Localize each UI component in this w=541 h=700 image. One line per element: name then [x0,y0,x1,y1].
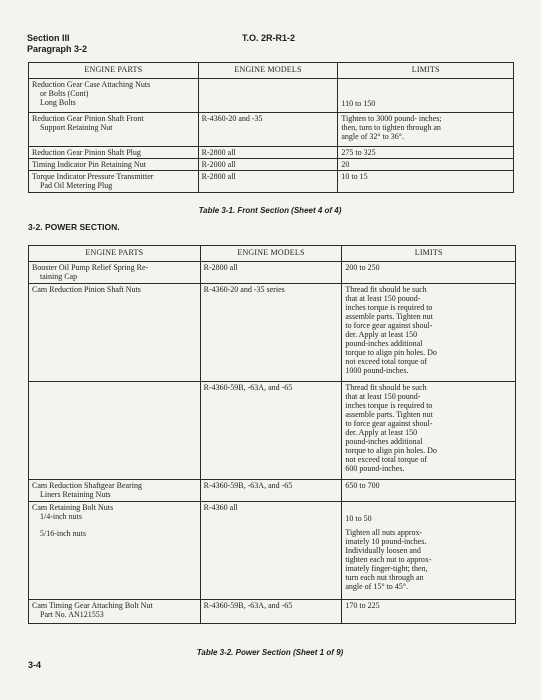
table-row [29,113,514,147]
part-text: Part No. AN121553 [40,610,104,619]
limits-cell: 170 to 225 [342,600,516,624]
part-cell: Reduction Gear Pinion Shaft Plug [29,147,199,159]
table-row [29,171,514,193]
front-section-table [28,62,514,193]
part-cell: Timing Indicator Pin Retaining Nut [29,159,199,171]
to-number: T.O. 2R-R1-2 [242,33,296,43]
limits-cell: Tighten to 3000 pound- inches; then, turn to tighten through an angle of 32° to 36°. [338,113,514,147]
limits-text: Tighten all nuts approx- imately 10 pound-inches. Individually loosen and tighten each nut to approx- imately finger-tight; then, turn each nut through an angle of 15° to 45°. [345,528,432,591]
part-text: 5/16-inch nuts [40,529,86,538]
limits-cell: 200 to 250 [342,262,516,284]
model-cell: R-2000 all [198,159,338,171]
part-text: Long Bolts [40,98,76,107]
paragraph-label: Paragraph 3-2 [27,44,88,54]
limits-cell: 20 [338,159,514,171]
table-row [29,600,516,624]
table-header-row [29,63,514,79]
model-cell: R-4360-20 and -35 [198,113,338,147]
table-header-row [29,246,516,262]
part-text: Cam Reduction Shaftgear Bearing [32,481,142,490]
model-cell: R-4360-59B, -63A, and -65 [200,382,342,480]
limits-cell: Thread fit should be such that at least 150 pound- inches torque is required to assemble parts. Tighten nut to force gear against shoul- der. Apply at least 150 pound-inches additional torque to align pin holes. Do not exceed total torque of 1000 pound-inches. [342,284,516,382]
page-number: 3-4 [28,660,42,670]
part-text: Reduction Gear Pinion Shaft Front [32,114,144,123]
part-text: or Bolts (Cont) [40,89,89,98]
limits-cell [338,79,514,113]
limits-cell: 10 to 15 [338,171,514,193]
limits-cell: Thread fit should be such that at least 150 pound- inches torque is required to assemble parts. Tighten nut to force gear against shoul- der. Apply at least 150 pound-inches additional torque to align pin holes. Do not exceed total torque of 600 pound-inches. [342,382,516,480]
part-cell [29,171,199,193]
table-row [29,284,516,382]
table-row [29,502,516,600]
part-text: Cam Timing Gear Attaching Bolt Nut [32,601,153,610]
part-text: Cam Retaining Bolt Nuts [32,503,114,512]
model-cell [198,79,338,113]
part-cell [29,382,201,480]
section-label: Section III [27,33,70,43]
table-row [29,480,516,502]
part-cell [29,113,199,147]
part-text: Torque Indicator Pressure Transmitter [32,172,154,181]
col-limits: LIMITS [338,63,514,79]
power-section-table [28,245,516,624]
limits-text: 10 to 50 [345,514,372,523]
part-text: taining Cap [40,272,78,281]
table-caption: Table 3-1. Front Section (Sheet 4 of 4) [198,206,342,215]
table-row [29,159,514,171]
col-limits: LIMITS [342,246,516,262]
limits-cell: 650 to 700 [342,480,516,502]
table-row [29,382,516,480]
part-text: 1/4-inch nuts [40,512,82,521]
section-heading: 3-2. POWER SECTION. [28,222,120,232]
limits-text: 110 to 150 [341,99,376,108]
limits-cell: 275 to 325 [338,147,514,159]
part-cell [29,79,199,113]
model-cell: R-4360-20 and -35 series [200,284,342,382]
model-cell: R-4360-59B, -63A, and -65 [200,600,342,624]
col-engine-parts: ENGINE PARTS [29,63,199,79]
model-cell: R-4360-59B, -63A, and -65 [200,480,342,502]
model-cell: R-2800 all [200,262,342,284]
table-row [29,262,516,284]
table-row [29,147,514,159]
limits-cell [342,502,516,600]
part-text: Reduction Gear Case Attaching Nuts [32,80,151,89]
model-cell: R-2800 all [198,171,338,193]
part-cell [29,502,201,600]
table-row [29,79,514,113]
col-engine-parts: ENGINE PARTS [29,246,201,262]
part-text: Booster Oil Pump Relief Spring Re- [32,263,149,272]
part-text: Support Retaining Nut [40,123,113,132]
part-cell [29,600,201,624]
table-caption: Table 3-2. Power Section (Sheet 1 of 9) [196,648,344,657]
part-text: Liners Retaining Nuts [40,490,111,499]
part-text: Pad Oil Metering Plug [40,181,113,190]
part-cell [29,480,201,502]
model-cell: R-4360 all [200,502,342,600]
col-engine-models: ENGINE MODELS [200,246,342,262]
model-cell: R-2800 all [198,147,338,159]
part-cell: Cam Reduction Pinion Shaft Nuts [29,284,201,382]
part-cell [29,262,201,284]
col-engine-models: ENGINE MODELS [198,63,338,79]
